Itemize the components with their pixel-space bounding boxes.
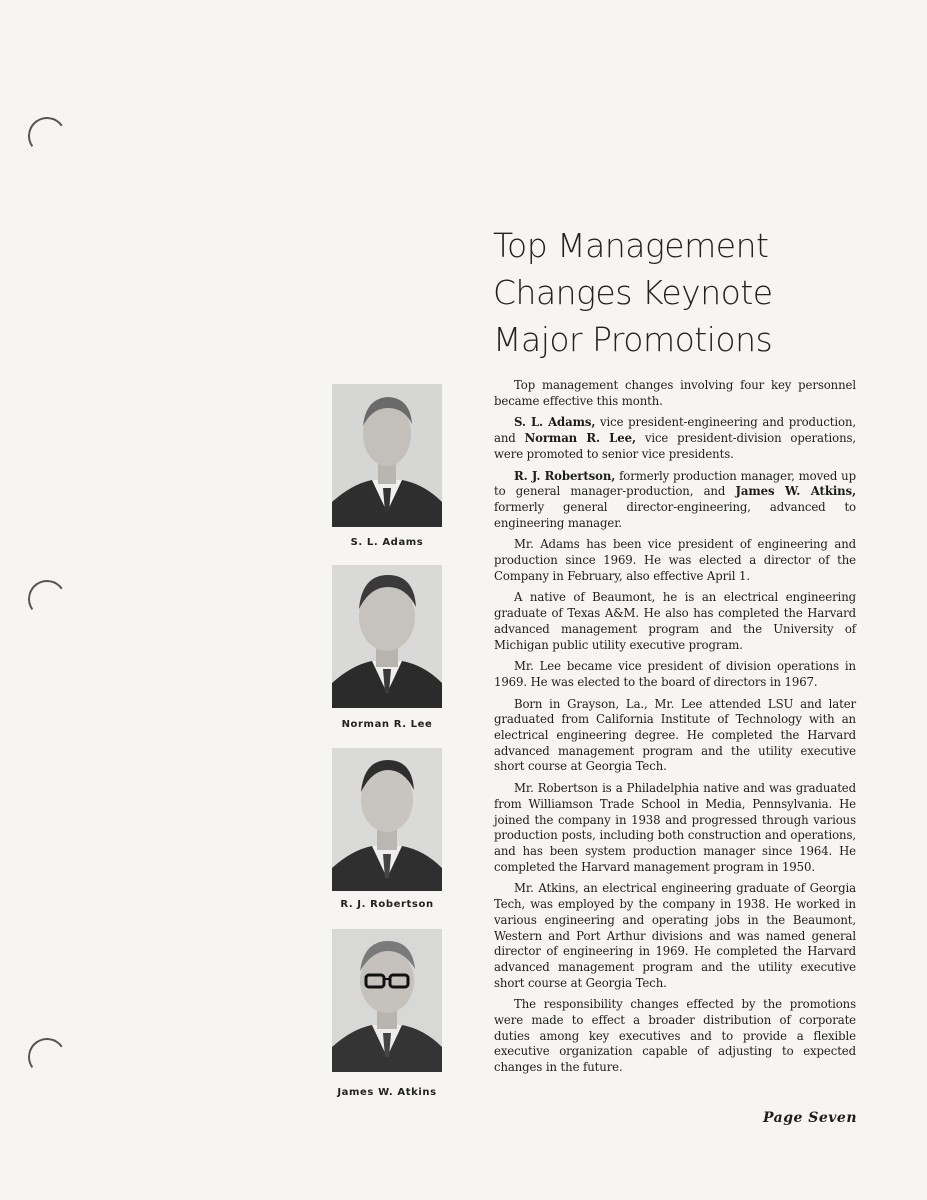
- paragraph: Born in Grayson, La., Mr. Lee attended LSU and later graduated from California Institute of Technology with an electrical engineering degree. He completed the Harvard advanced management program and the utility executive short course at Georgia Tech.: [494, 696, 856, 774]
- paragraph: A native of Beaumont, he is an electrical engineering graduate of Texas A&M. He also has completed the Harvard advanced management program and the University of Michigan public utility executive program.: [494, 590, 856, 652]
- person-name: James W. Atkins,: [735, 484, 857, 499]
- portrait-lee: [332, 565, 442, 708]
- photo-caption: R. J. Robertson: [340, 899, 434, 910]
- paragraph: S. L. Adams, vice president-engineering and production, and Norman R. Lee, vice president-division operations, were promoted to senior vice presidents.: [494, 415, 857, 461]
- punch-hole-icon: [25, 577, 69, 621]
- page-number: Page Seven: [762, 1110, 857, 1126]
- paragraph: Mr. Atkins, an electrical engineering graduate of Georgia Tech, was employed by the company in 1938. He worked in various engineering and operating jobs in the Beaumont, Western and Port Arthur divisions and was named general director of engineering in 1969. He completed the Harvard advanced management program and the utility executive short course at Georgia Tech.: [494, 881, 856, 990]
- punch-hole-icon: [25, 1035, 69, 1079]
- person-name: Norman R. Lee,: [524, 431, 636, 446]
- paragraph: R. J. Robertson, formerly production manager, moved up to general manager-production, and James W. Atkins, formerly general director-engineering, advanced to engineering manager.: [494, 468, 857, 530]
- person-name: S. L. Adams,: [514, 415, 596, 430]
- article-title: [493, 222, 893, 363]
- person-name: R. J. Robertson,: [514, 468, 616, 483]
- paragraph: Mr. Adams has been vice president of engineering and production since 1969. He was elected a director of the Company in February, also effective April 1.: [494, 537, 856, 583]
- photo-caption: S. L. Adams: [350, 537, 424, 548]
- paragraph: The responsibility changes effected by the promotions were made to effect a broader distribution of corporate duties among key executives and to provide a flexible executive organization capable of adjusting to expected changes in the future.: [494, 997, 856, 1075]
- title-line: Major Promotions: [493, 320, 773, 359]
- article-body: [494, 378, 856, 1082]
- photo-caption: Norman R. Lee: [341, 719, 433, 730]
- title-line: Changes Keynote: [493, 273, 773, 312]
- portrait-atkins: [332, 929, 442, 1072]
- paragraph: Mr. Robertson is a Philadelphia native and was graduated from Williamson Trade School in Media, Pennsylvania. He joined the company in 1938 and progressed through various production posts, including both construction and operations, and has been system production manager since 1964. He completed the Harvard management program in 1950.: [494, 781, 856, 874]
- paragraph: Top management changes involving four key personnel became effective this month.: [494, 378, 856, 408]
- portrait-adams: [332, 384, 442, 527]
- photo-caption: James W. Atkins: [337, 1087, 437, 1098]
- title-line: Top Management: [493, 226, 769, 265]
- paragraph: Mr. Lee became vice president of division operations in 1969. He was elected to the board of directors in 1967.: [494, 659, 856, 689]
- portrait-robertson: [332, 748, 442, 891]
- punch-hole-icon: [25, 114, 69, 158]
